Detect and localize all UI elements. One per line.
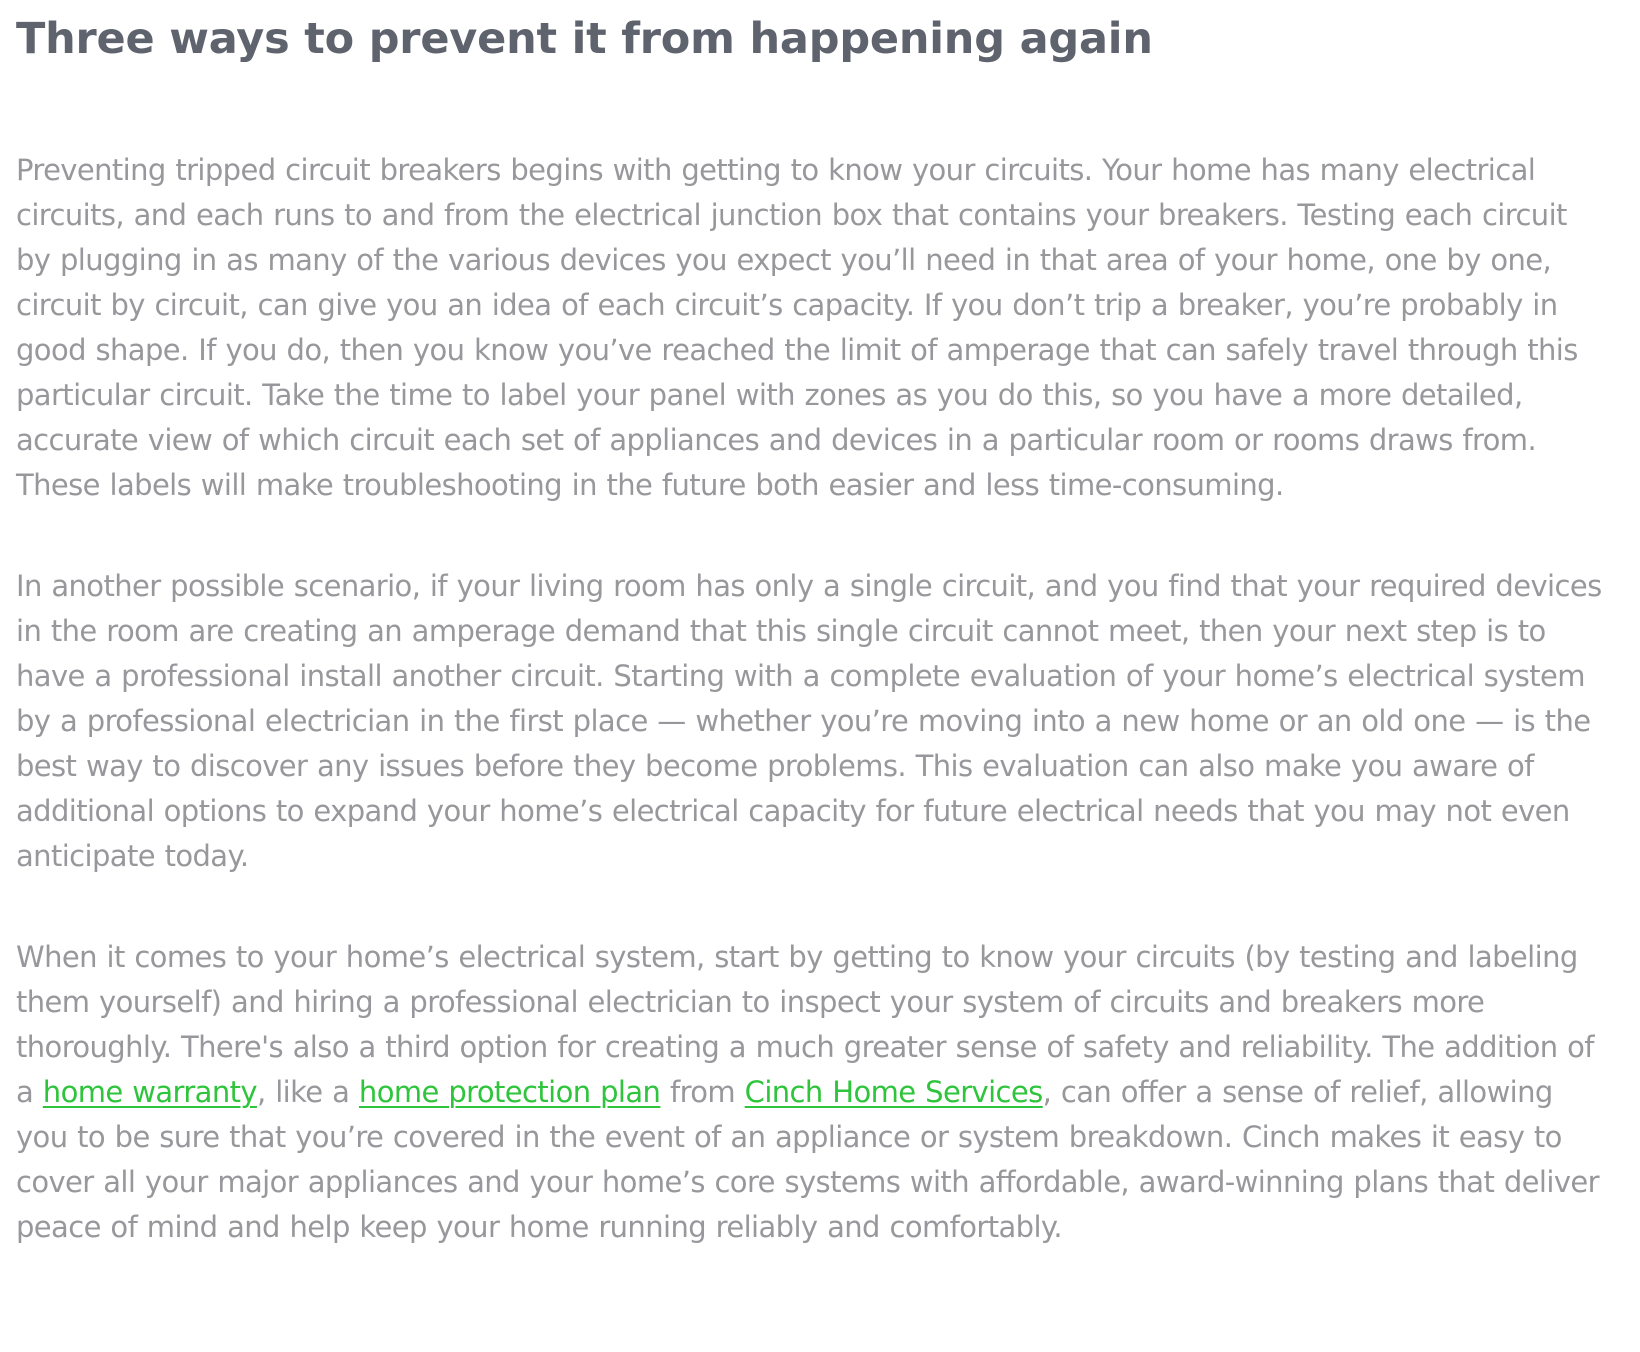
section-heading: Three ways to prevent it from happening again bbox=[16, 14, 1153, 64]
home-warranty-link[interactable]: home warranty bbox=[42, 1075, 257, 1109]
paragraph-text: , like a bbox=[256, 1075, 359, 1109]
paragraph-scenario: In another possible scenario, if your living room has only a single circuit, and you find that your required devices in the room are creating an amperage demand that this single circuit cannot meet, then your next step is to have a professional install another circuit. Starting with a complete evaluation of your home’s electrical system by a professional electrician in the first place — whether you’re moving into a new home or an old one — is the best way to discover any issues before they become problems. This evaluation can also make you aware of additional options to expand your home’s electrical capacity for future electrical needs that you may not even anticipate today. bbox=[16, 569, 1602, 873]
paragraph-text: When it comes to your home’s electrical system, start by getting to know your circuits (by testing and labeling them yourself) and hiring a professional electrician to inspect your system of circuits and breakers more thoroughly. There's also a third option for creating a much greater sense of safety and reliability. The addition of a bbox=[16, 940, 1594, 1109]
paragraph-text: , can offer a sense of relief, allowing you to be sure that you’re covered in the event of an appliance or system breakdown. Cinch makes it easy to cover all your major appliances and your home’s core systems with affordable, award-winning plans that deliver peace of mind and help keep your home running reliably and comfortably. bbox=[16, 1075, 1599, 1244]
paragraph-warranty bbox=[16, 935, 1610, 1250]
cinch-home-services-link[interactable]: Cinch Home Services bbox=[744, 1075, 1043, 1109]
paragraph-circuits: Preventing tripped circuit breakers begins with getting to know your circuits. Your home has many electrical circuits, and each runs to and from the electrical junction box that contains your breakers. Testing each circuit by plugging in as many of the various devices you expect you’ll need in that area of your home, one by one, circuit by circuit, can give you an idea of each circuit’s capacity. If you don’t trip a breaker, you’re probably in good shape. If you do, then you know you’ve reached the limit of amperage that can safely travel through this particular circuit. Take the time to label your panel with zones as you do this, so you have a more detailed, accurate view of which circuit each set of appliances and devices in a particular room or rooms draws from. These labels will make troubleshooting in the future both easier and less time-consuming. bbox=[16, 153, 1578, 502]
paragraph-text: from bbox=[660, 1075, 745, 1109]
home-protection-plan-link[interactable]: home protection plan bbox=[358, 1075, 661, 1109]
